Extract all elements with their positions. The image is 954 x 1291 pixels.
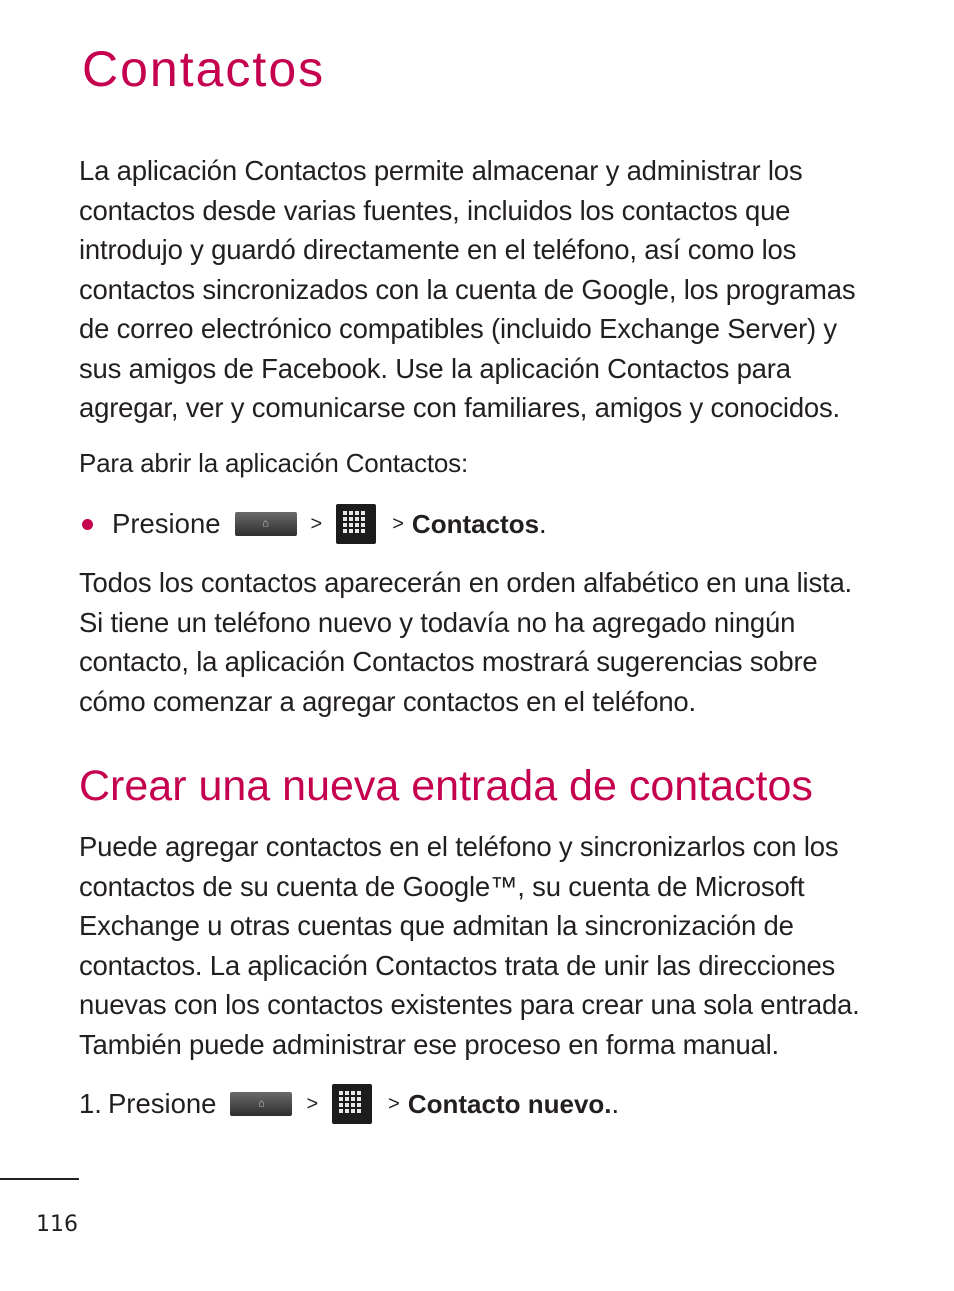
separator: >: [388, 1092, 400, 1115]
open-instructions-heading: Para abrir la aplicación Contactos:: [79, 448, 468, 478]
separator: >: [310, 512, 323, 535]
list-info-paragraph: Todos los contactos aparecerán en orden alfabético en una lista. Si tiene un teléfono nuevo y todavía no ha agregado ningún contacto, la aplicación Contactos mostrará sugerencias sobre cómo comenzar a agregar contactos en el teléfono.: [79, 567, 852, 717]
home-key-icon: ⌂: [235, 512, 297, 536]
page-title: Contactos: [82, 41, 326, 97]
new-contact-target-label: Contacto nuevo.: [407, 1088, 612, 1119]
new-contact-step: [79, 1082, 619, 1126]
footer-rule: [0, 1178, 79, 1180]
contacts-target-label: Contactos: [411, 508, 540, 539]
page-number: 116: [36, 1212, 78, 1237]
home-key-icon: ⌂: [230, 1092, 292, 1116]
section-heading: Crear una nueva entrada de contactos: [79, 762, 813, 810]
intro-paragraph: La aplicación Contactos permite almacenar y administrar los contactos desde varias fuentes, incluidos los contactos que introdujo y guardó directamente en el teléfono, así como los contactos sincronizados con la cuenta de Google, los programas de correo electrónico compatibles (incluido Exchange Server) y sus amigos de Facebook. Use la aplicación Contactos para agregar, ver y comunicarse con familiares, amigos y conocidos.: [79, 155, 856, 423]
step-number: 1.: [79, 1088, 102, 1119]
open-contacts-step: [79, 502, 547, 546]
apps-grid-icon: [332, 1084, 372, 1124]
section-body-paragraph: Puede agregar contactos en el teléfono y sincronizarlos con los contactos de su cuenta de Google™, su cuenta de Microsoft Exchange u otras cuentas que admitan la sincronización de contactos. La aplicación Contactos trata de unir las direcciones nuevas con los contactos existentes para crear una sola entrada. También puede administrar ese proceso en forma manual.: [79, 831, 860, 1060]
separator: >: [306, 1092, 319, 1115]
press-label: Presione: [112, 508, 221, 539]
apps-grid-icon: [336, 504, 376, 544]
press-label: Presione: [107, 1088, 217, 1119]
period: .: [611, 1088, 620, 1119]
period: .: [539, 508, 547, 539]
separator: >: [392, 512, 404, 535]
bullet-icon: [82, 519, 93, 530]
